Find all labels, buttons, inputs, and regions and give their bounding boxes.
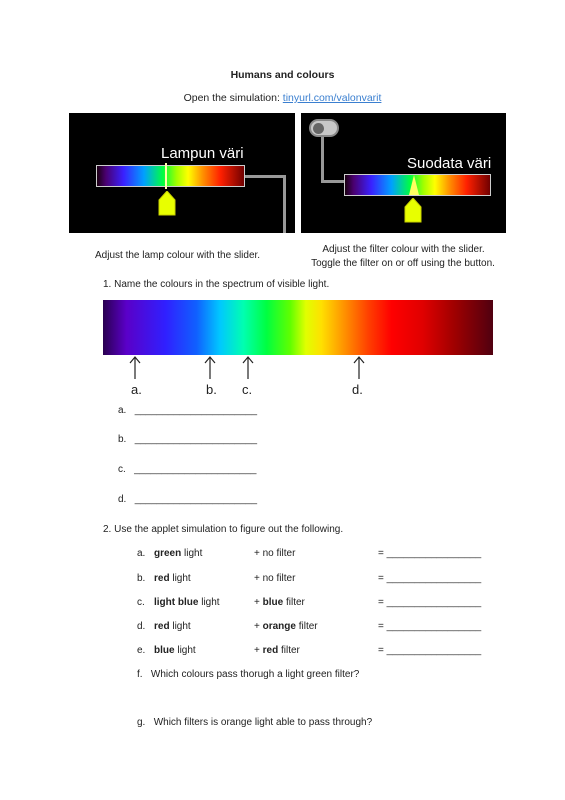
marker-label-a: a. <box>131 382 142 397</box>
table-row <box>0 597 565 611</box>
lamp-caption: Adjust the lamp colour with the slider. <box>95 250 261 261</box>
simulation-link[interactable]: tinyurl.com/valonvarit <box>282 92 382 104</box>
light-suffix: light <box>181 548 203 559</box>
row-label: b. <box>137 573 146 584</box>
filter-cell <box>254 573 295 584</box>
answer-row <box>118 405 257 416</box>
filter-cell <box>254 548 295 559</box>
light-color: red <box>154 621 170 632</box>
page-title: Humans and colours <box>230 69 335 81</box>
light-suffix: light <box>174 645 196 656</box>
filter-cable <box>321 180 345 183</box>
question-2f <box>137 669 359 680</box>
light-cell <box>154 645 196 656</box>
simulation-link-line <box>0 92 565 104</box>
row-label: a. <box>137 548 146 559</box>
filter-color: blue <box>262 597 284 608</box>
lamp-slider-marker <box>165 163 167 189</box>
question-2g <box>137 717 372 728</box>
lamp-cable <box>245 175 285 178</box>
lamp-title: Lampun väri <box>161 145 244 162</box>
question-text: Which filters is orange light able to pass through? <box>153 717 373 728</box>
light-cell <box>154 597 220 608</box>
answer-blank[interactable]: = _________________ <box>378 573 482 584</box>
row-label: f. <box>137 669 143 680</box>
filter-slider-handle-icon[interactable] <box>401 198 425 224</box>
row-label: d. <box>137 621 146 632</box>
filter-title: Suodata väri <box>407 155 492 172</box>
answer-blank[interactable]: = _________________ <box>378 597 482 608</box>
arrow-up-icon <box>128 355 142 380</box>
plus-sign: + <box>254 645 263 656</box>
light-color: light blue <box>154 597 199 608</box>
light-color: blue <box>154 645 175 656</box>
filter-color: orange <box>262 621 296 632</box>
answer-label: b. <box>118 434 127 445</box>
lamp-spectrum-bar <box>96 165 245 187</box>
arrow-up-icon <box>241 355 255 380</box>
plus-sign: + <box>254 548 263 559</box>
marker-label-d: d. <box>352 382 363 397</box>
question-text: Which colours pass thorugh a light green filter? <box>150 669 360 680</box>
light-cell <box>154 548 202 559</box>
answer-blank[interactable]: = _________________ <box>378 548 482 559</box>
filter-suffix: filter <box>278 645 300 656</box>
answer-blank[interactable]: ______________________ <box>134 405 258 416</box>
light-cell <box>154 621 191 632</box>
filter-caption-1: Adjust the filter colour with the slider. <box>322 244 485 255</box>
answer-label: a. <box>118 405 127 416</box>
table-row <box>0 621 565 635</box>
filter-peak-icon <box>401 175 427 195</box>
filter-caption-2: Toggle the filter on or off using the button. <box>311 258 495 269</box>
answer-blank[interactable]: ______________________ <box>134 434 258 445</box>
row-label: e. <box>137 645 146 656</box>
filter-cell <box>254 645 300 656</box>
filter-cable-vertical <box>321 137 324 182</box>
answer-blank[interactable]: ______________________ <box>134 494 258 505</box>
table-row <box>0 573 565 587</box>
question-1-prompt: 1. Name the colours in the spectrum of visible light. <box>103 279 330 290</box>
arrow-up-icon <box>203 355 217 380</box>
answer-blank[interactable]: ______________________ <box>134 464 257 475</box>
filter-cell <box>254 621 318 632</box>
filter-suffix: filter <box>283 597 305 608</box>
answer-row <box>118 464 256 475</box>
filter-suffix: no filter <box>262 548 296 559</box>
filter-suffix: no filter <box>262 573 296 584</box>
row-label: g. <box>137 717 146 728</box>
visible-spectrum-image <box>103 300 493 355</box>
filter-cell <box>254 597 305 608</box>
row-label: c. <box>137 597 145 608</box>
filter-color: red <box>262 645 279 656</box>
answer-label: c. <box>118 464 126 475</box>
answer-row <box>118 434 257 445</box>
toggle-knob <box>313 123 324 134</box>
light-cell <box>154 573 191 584</box>
filter-suffix: filter <box>295 621 318 632</box>
toggle-switch-icon[interactable] <box>309 119 339 137</box>
arrow-up-icon <box>352 355 366 380</box>
light-suffix: light <box>198 597 220 608</box>
answer-blank[interactable]: = _________________ <box>378 645 482 656</box>
plus-sign: + <box>254 597 263 608</box>
plus-sign: + <box>254 573 263 584</box>
answer-blank[interactable]: = _________________ <box>378 621 482 632</box>
question-2-prompt: 2. Use the applet simulation to figure out the following. <box>103 524 344 535</box>
answer-row <box>118 494 257 505</box>
marker-label-c: c. <box>242 382 253 397</box>
answer-label: d. <box>118 494 127 505</box>
light-color: red <box>154 573 170 584</box>
light-suffix: light <box>169 573 191 584</box>
plus-sign: + <box>254 621 263 632</box>
lamp-simulation-panel <box>69 113 295 233</box>
lamp-cable-vertical <box>283 175 286 233</box>
light-suffix: light <box>169 621 191 632</box>
slider-handle-icon[interactable] <box>155 191 179 217</box>
table-row <box>0 645 565 659</box>
table-row <box>0 548 565 562</box>
light-color: green <box>154 548 182 559</box>
filter-simulation-panel <box>301 113 506 233</box>
marker-label-b: b. <box>206 382 217 397</box>
open-prefix: Open the simulation: <box>183 92 283 104</box>
